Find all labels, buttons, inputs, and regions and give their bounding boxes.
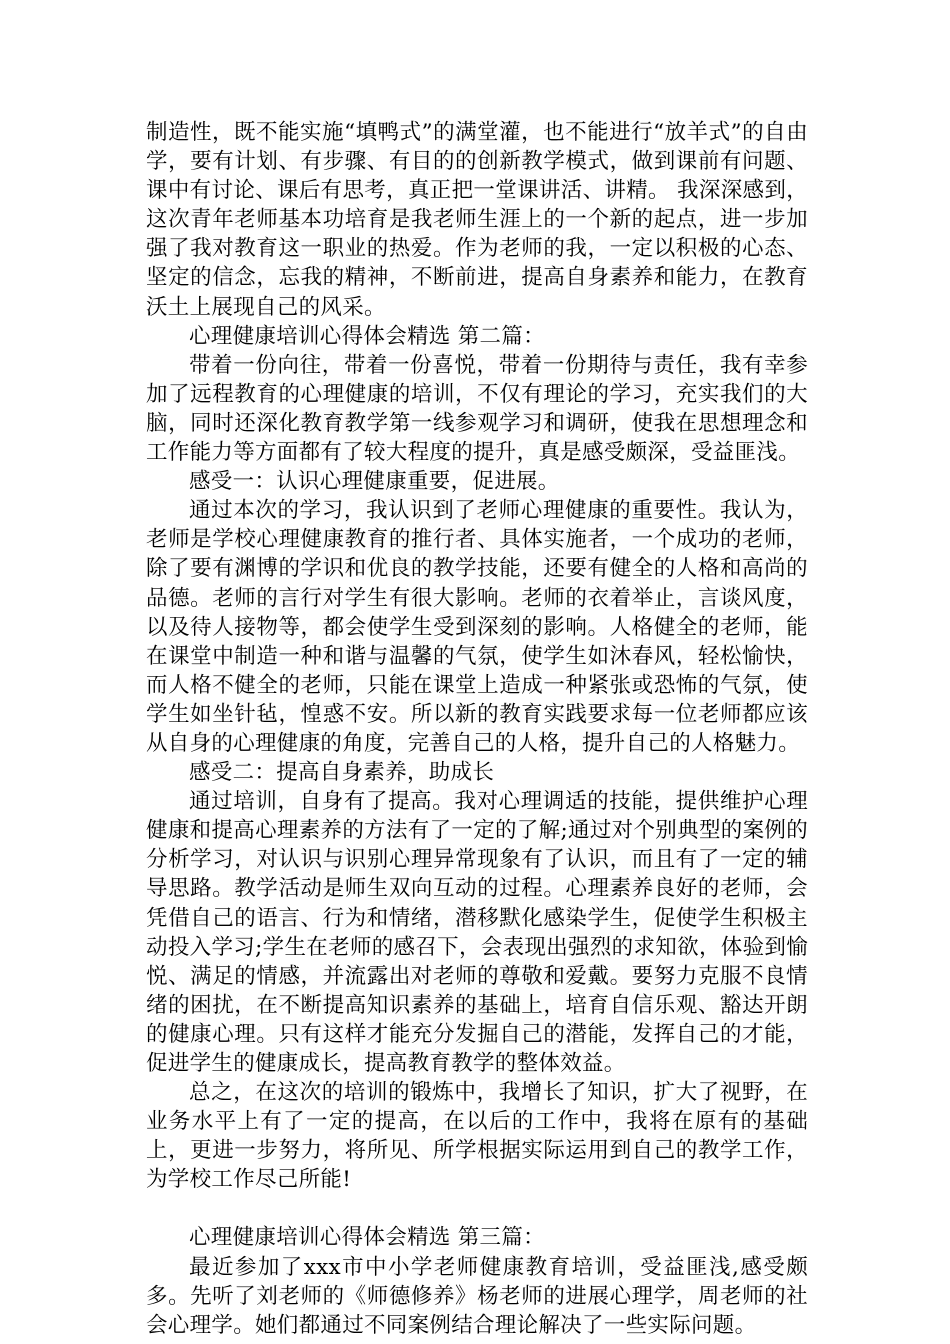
paragraph-feeling-one: 通过本次的学习，我认识到了老师心理健康的重要性。我认为，老师是学校心理健康教育的推行者、具体实施者，一个成功的老师，除了要有渊博的学识和优良的教学技能，还要有健全的人格和高尚的品德。老师的言行对学生有很大影响。老师的衣着举止，言谈风度，以及待人接物等，都会使学生受到深刻的影响。人格健全的老师，能在课堂中制造一种和谐与温馨的气氛，使学生如沐春风，轻松愉快，而人格不健全的老师，只能在课堂上造成一种紧张或恐怖的气氛，使学生如坐针毡，惶惑不安。所以新的教育实践要求每一位老师都应该从自身的心理健康的角度，完善自己的人格，提升自己的人格魅力。 [146, 498, 808, 756]
paragraph-intro: 带着一份向往，带着一份喜悦，带着一份期待与责任，我有幸参加了远程教育的心理健康的培训，不仅有理论的学习，充实我们的大脑，同时还深化教育教学第一线参观学习和调研，使我在思想理念和工作能力等方面都有了较大程度的提升，真是感受颇深，受益匪浅。 [146, 352, 808, 466]
blank-line [146, 1194, 808, 1223]
subheading-feeling-one: 感受一：认识心理健康重要，促进展。 [189, 469, 560, 495]
paragraph-feeling-two: 通过培训，自身有了提高。我对心理调适的技能，提供维护心理健康和提高心理素养的方法有了一定的了解;通过对个别典型的案例的分析学习，对认识与识别心理异常现象有了认识，而且有了一定的辅导思路。教学活动是师生双向互动的过程。心理素养良好的老师，会凭借自己的语言、行为和情绪，潜移默化感染学生，促使学生积极主动投入学习;学生在老师的感召下，会表现出强烈的求知欲，体验到愉悦、满足的情感，并流露出对老师的尊敬和爱戴。要努力克服不良情绪的困扰，在不断提高知识素养的基础上，培育自信乐观、豁达开朗的健康心理。只有这样才能充分发掘自己的潜能，发挥自己的才能，促进学生的健康成长，提高教育教学的整体效益。 [146, 789, 808, 1076]
section-heading-part-two: 心理健康培训心得体会精选 第二篇： [189, 323, 545, 349]
paragraph-continued-text: 制造性，既不能实施“填鸭式”的满堂灌，也不能进行“放羊式”的自由学，要有计划、有步骤、有目的的创新教学模式，做到课前有问题、课中有讨论、课后有思考，真正把一堂课讲活、讲精。 我深深感到，这次青年老师基本功培育是我老师生涯上的一个新的起点，进一步加强了我对教育这一职业的热爱。作为老师的我，一定以积极的心态、坚定的信念，忘我的精神，不断前进，提高自身素养和能力，在教育沃土上展现自己的风采。 [146, 120, 808, 320]
subheading-feeling-two: 感受二：提高自身素养，助成长 [189, 760, 495, 786]
document-body [146, 118, 808, 1340]
paragraph-conclusion: 总之，在这次的培训的锻炼中，我增长了知识，扩大了视野，在业务水平上有了一定的提高，在以后的工作中，我将在原有的基础上，更进一步努力，将所见、所学根据实际运用到自己的教学工作，为学校工作尽己所能! [146, 1080, 808, 1193]
section-heading-part-three: 心理健康培训心得体会精选 第三篇： [189, 1225, 545, 1251]
paragraph-part-three: 最近参加了xxx市中小学老师健康教育培训，受益匪浅,感受颇多。先听了刘老师的《师德修养》杨老师的进展心理学，周老师的社会心理学。她们都通过不同案例结合理论解决了一些实际问题。 [146, 1254, 808, 1338]
